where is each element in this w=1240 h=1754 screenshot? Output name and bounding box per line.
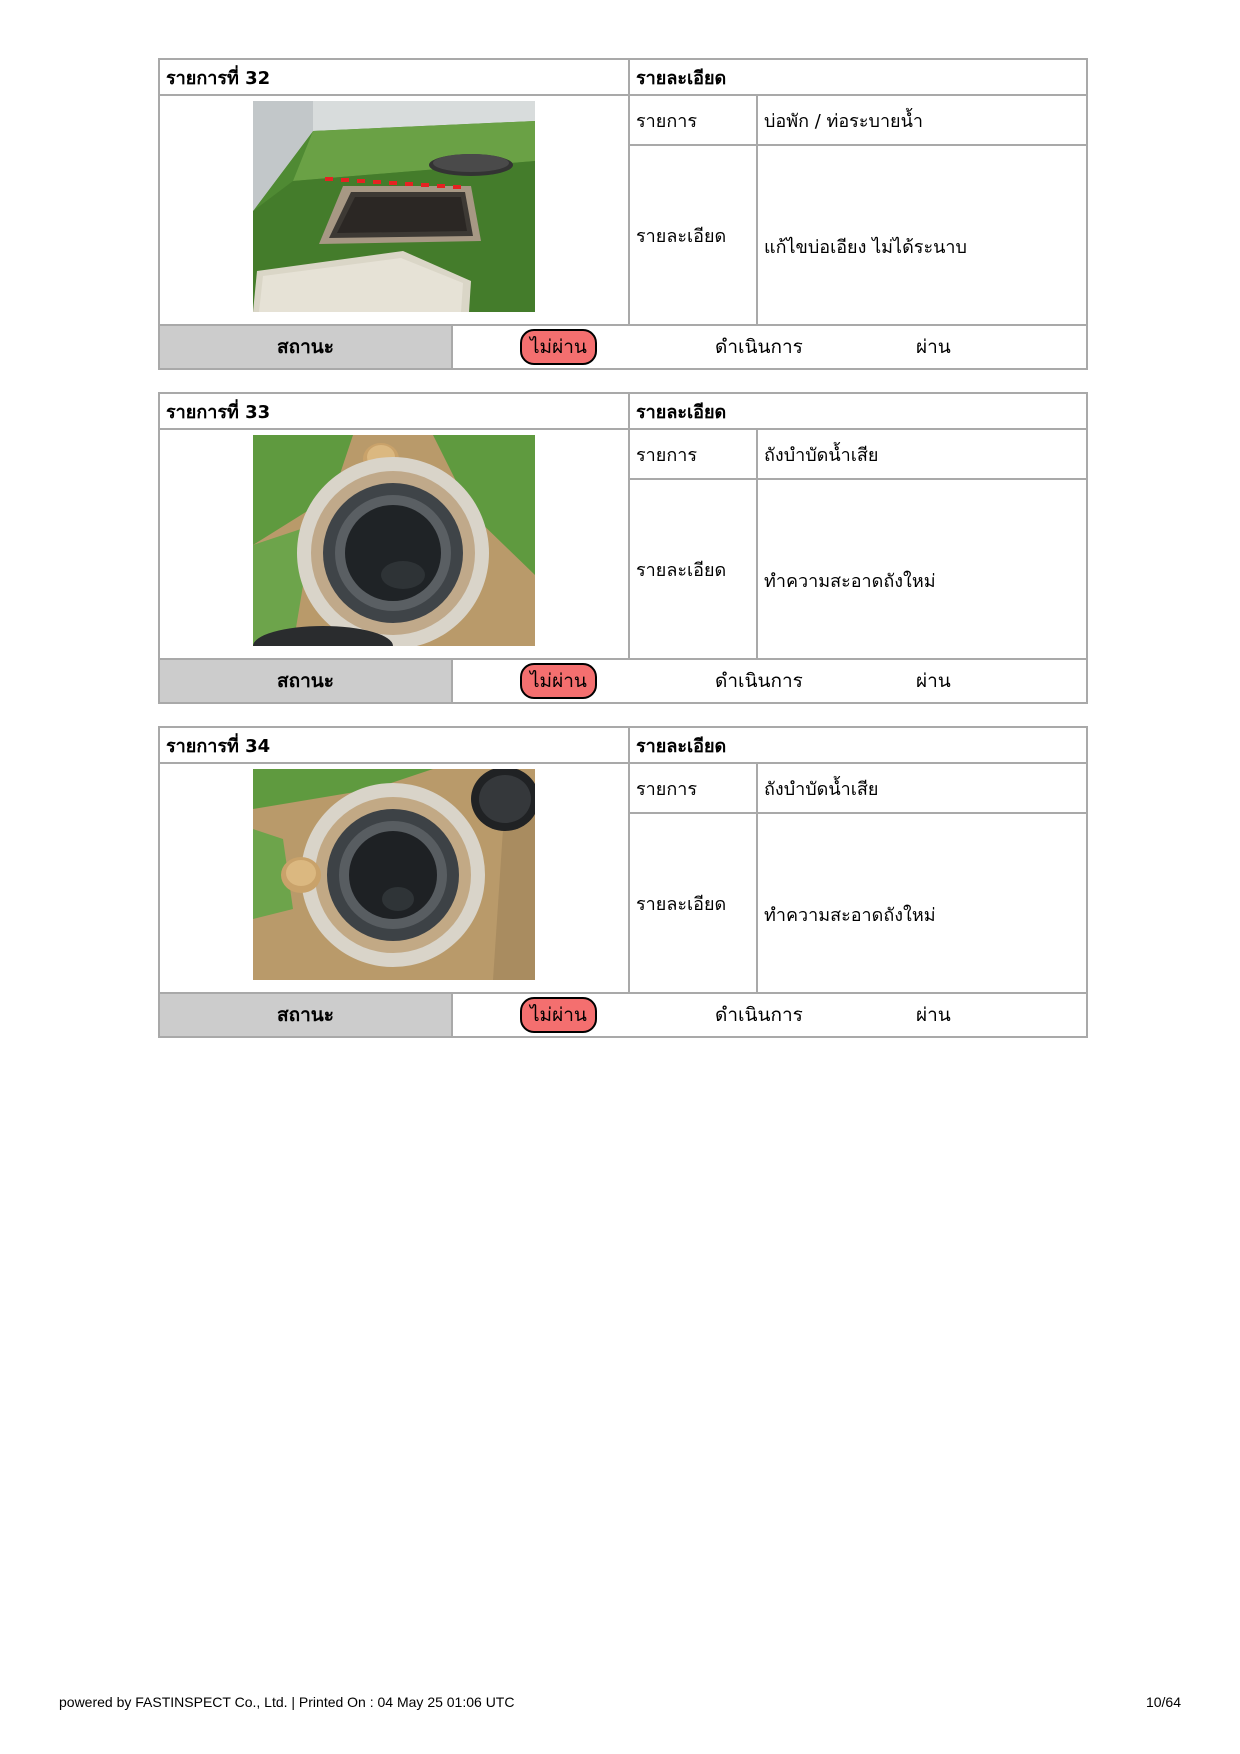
item-label: รายการ [630,430,758,478]
item-title: รายการที่ 32 [160,60,630,94]
card-header [160,394,1086,430]
detail-row [630,814,1086,992]
detail-label: รายละเอียด [630,480,758,658]
detail-header: รายละเอียด [636,735,727,757]
status-row [160,994,1086,1036]
detail-label: รายละเอียด [630,814,758,992]
status-options [453,660,1086,702]
detail-row [630,146,1086,324]
card-body [160,430,1086,660]
item-value: ถังบำบัดน้ำเสีย [764,778,879,800]
status-pass-option[interactable]: ผ่าน [916,670,951,692]
item-row [630,430,1086,480]
detail-value: แก้ไขบ่อเอียง ไม่ได้ระนาบ [764,236,967,258]
detail-cell [630,96,1086,324]
detail-cell [630,430,1086,658]
inspection-item-card [158,726,1088,1038]
status-row [160,660,1086,702]
status-fail-option[interactable]: ไม่ผ่าน [520,329,597,365]
status-in-progress-option[interactable]: ดำเนินการ [715,336,803,358]
status-pass-option[interactable]: ผ่าน [916,336,951,358]
status-fail-option[interactable]: ไม่ผ่าน [520,663,597,699]
item-value: บ่อพัก / ท่อระบายน้ำ [764,110,924,132]
status-row [160,326,1086,368]
card-body [160,96,1086,326]
detail-header: รายละเอียด [636,67,727,89]
status-options [453,994,1086,1036]
inspection-item-card [158,58,1088,370]
drain-pit-photo [253,101,535,312]
status-fail-option[interactable]: ไม่ผ่าน [520,997,597,1033]
status-options [453,326,1086,368]
status-in-progress-option[interactable]: ดำเนินการ [715,670,803,692]
item-label: รายการ [630,96,758,144]
photo-cell [160,764,630,992]
footer-printed-info: powered by FASTINSPECT Co., Ltd. | Printed On : 04 May 25 01:06 UTC [59,1694,515,1710]
inspection-item-card [158,392,1088,704]
detail-row [630,480,1086,658]
item-row [630,764,1086,814]
status-label: สถานะ [160,994,453,1036]
card-body [160,764,1086,994]
item-row [630,96,1086,146]
detail-value: ทำความสะอาดถังใหม่ [764,904,936,926]
septic-tank-photo [253,769,535,980]
status-label: สถานะ [160,326,453,368]
item-title: รายการที่ 34 [160,728,630,762]
item-label: รายการ [630,764,758,812]
item-title: รายการที่ 33 [160,394,630,428]
photo-cell [160,96,630,324]
page-number: 10/64 [1145,1694,1181,1710]
item-value: ถังบำบัดน้ำเสีย [764,444,879,466]
detail-value: ทำความสะอาดถังใหม่ [764,570,936,592]
status-label: สถานะ [160,660,453,702]
detail-header: รายละเอียด [636,401,727,423]
detail-cell [630,764,1086,992]
status-pass-option[interactable]: ผ่าน [916,1004,951,1026]
septic-tank-photo [253,435,535,646]
status-in-progress-option[interactable]: ดำเนินการ [715,1004,803,1026]
detail-label: รายละเอียด [630,146,758,324]
photo-cell [160,430,630,658]
card-header [160,60,1086,96]
card-header [160,728,1086,764]
